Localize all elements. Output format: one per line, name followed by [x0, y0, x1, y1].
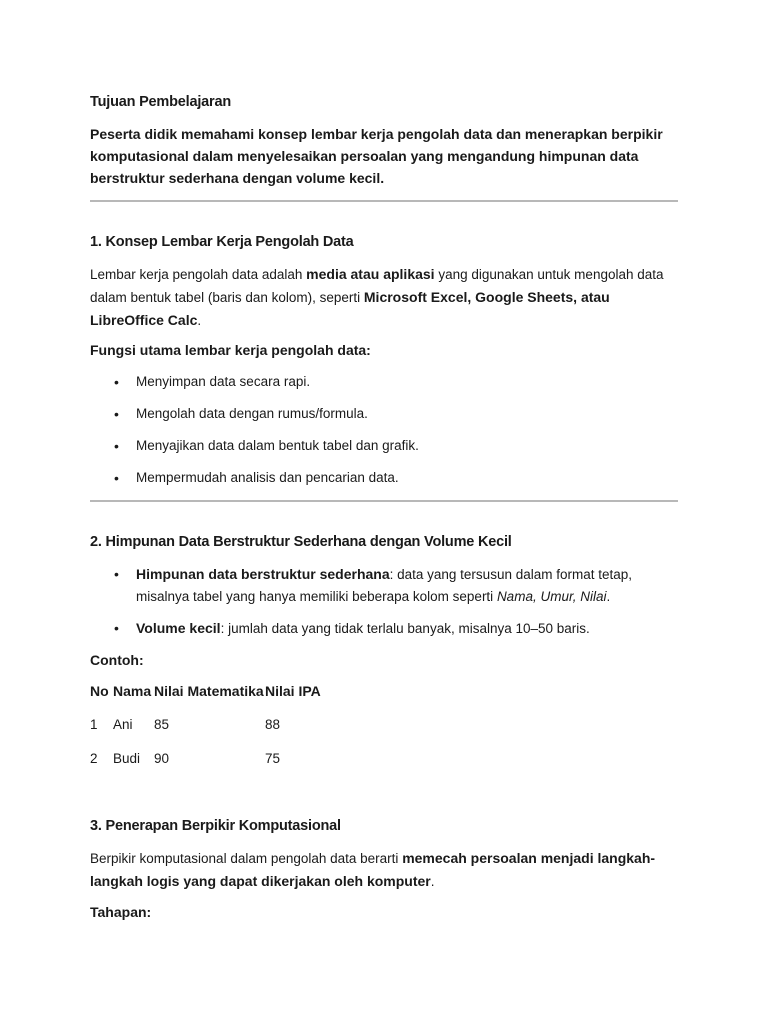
- table-cell: Ani: [113, 717, 133, 732]
- bullet-icon: •: [114, 470, 119, 486]
- term-desc: : data yang tersusun dalam format tetap, misalnya tabel yang hanya memiliki beberapa kolom seperti: [136, 567, 633, 604]
- term-bold: Volume kecil: [136, 620, 221, 636]
- example-label: Contoh:: [90, 652, 144, 668]
- objectives-title: Tujuan Pembelajaran: [90, 94, 231, 110]
- section1-paragraph: [90, 263, 678, 332]
- table-cell: 85: [154, 717, 170, 732]
- table-cell: 75: [265, 751, 281, 766]
- section1-bold-1: media atau aplikasi: [306, 266, 435, 282]
- steps-label: Tahapan:: [90, 904, 152, 920]
- column-header: Nama: [113, 683, 152, 699]
- table-cell: 1: [90, 717, 98, 732]
- section1-heading: 1. Konsep Lembar Kerja Pengolah Data: [90, 234, 354, 250]
- bullet-icon: •: [114, 406, 119, 422]
- section1-bold-2: Microsoft Excel, Google Sheets, atau LibreOffice Calc: [90, 289, 610, 328]
- bullet-icon: •: [114, 438, 119, 454]
- objectives-text: Peserta didik memahami konsep lembar kerja pengolah data dan menerapkan berpikir komputasional dalam menyelesaikan persoalan yang mengandung himpunan data berstruktur sederhana dengan volume kecil.: [90, 126, 663, 186]
- bullet-icon: •: [114, 374, 119, 390]
- table-row: [90, 751, 321, 785]
- section3-bold: memecah persoalan menjadi langkah-langkah logis yang dapat dikerjakan oleh komputer: [90, 850, 656, 889]
- section3-text: Berpikir komputasional dalam pengolah data berarti: [90, 851, 403, 866]
- table-cell: 88: [265, 717, 281, 732]
- functions-title: Fungsi utama lembar kerja pengolah data:: [90, 342, 371, 358]
- term-bold: Himpunan data berstruktur sederhana: [136, 566, 390, 582]
- list-item-text: [136, 617, 676, 640]
- term-desc: : jumlah data yang tidak terlalu banyak, misalnya 10–50 baris.: [220, 621, 590, 636]
- list-item-text: Menyajikan data dalam bentuk tabel dan grafik.: [136, 438, 419, 453]
- section1-text-2: yang digunakan untuk mengolah data dalam bentuk tabel (baris dan kolom), seperti: [90, 267, 664, 305]
- divider: [90, 500, 678, 502]
- section3-heading: 3. Penerapan Berpikir Komputasional: [90, 818, 341, 834]
- list-item-text: Mengolah data dengan rumus/formula.: [136, 406, 368, 421]
- term-end: .: [606, 589, 611, 604]
- bullet-icon: •: [114, 620, 119, 636]
- column-header: Nilai Matematika: [154, 683, 264, 699]
- table-cell: 90: [154, 751, 170, 766]
- section3-paragraph: [90, 847, 678, 893]
- example-table: [90, 683, 321, 785]
- table-row: [90, 717, 321, 751]
- list-item-text: [136, 563, 676, 608]
- section1-text-1: Lembar kerja pengolah data adalah: [90, 267, 307, 282]
- list-item-text: Mempermudah analisis dan pencarian data.: [136, 470, 399, 485]
- list-item-text: Menyimpan data secara rapi.: [136, 374, 311, 389]
- column-header: Nilai IPA: [265, 683, 321, 699]
- section3-text-end: .: [430, 874, 435, 889]
- term-italic: Nama, Umur, Nilai: [496, 589, 607, 604]
- section2-heading: 2. Himpunan Data Berstruktur Sederhana dengan Volume Kecil: [90, 534, 512, 550]
- divider: [90, 200, 678, 202]
- table-header-row: [90, 683, 321, 717]
- table-cell: 2: [90, 751, 98, 766]
- table-cell: Budi: [113, 751, 141, 766]
- column-header: No: [90, 683, 109, 699]
- section1-text-3: .: [197, 313, 202, 328]
- bullet-icon: •: [114, 566, 119, 582]
